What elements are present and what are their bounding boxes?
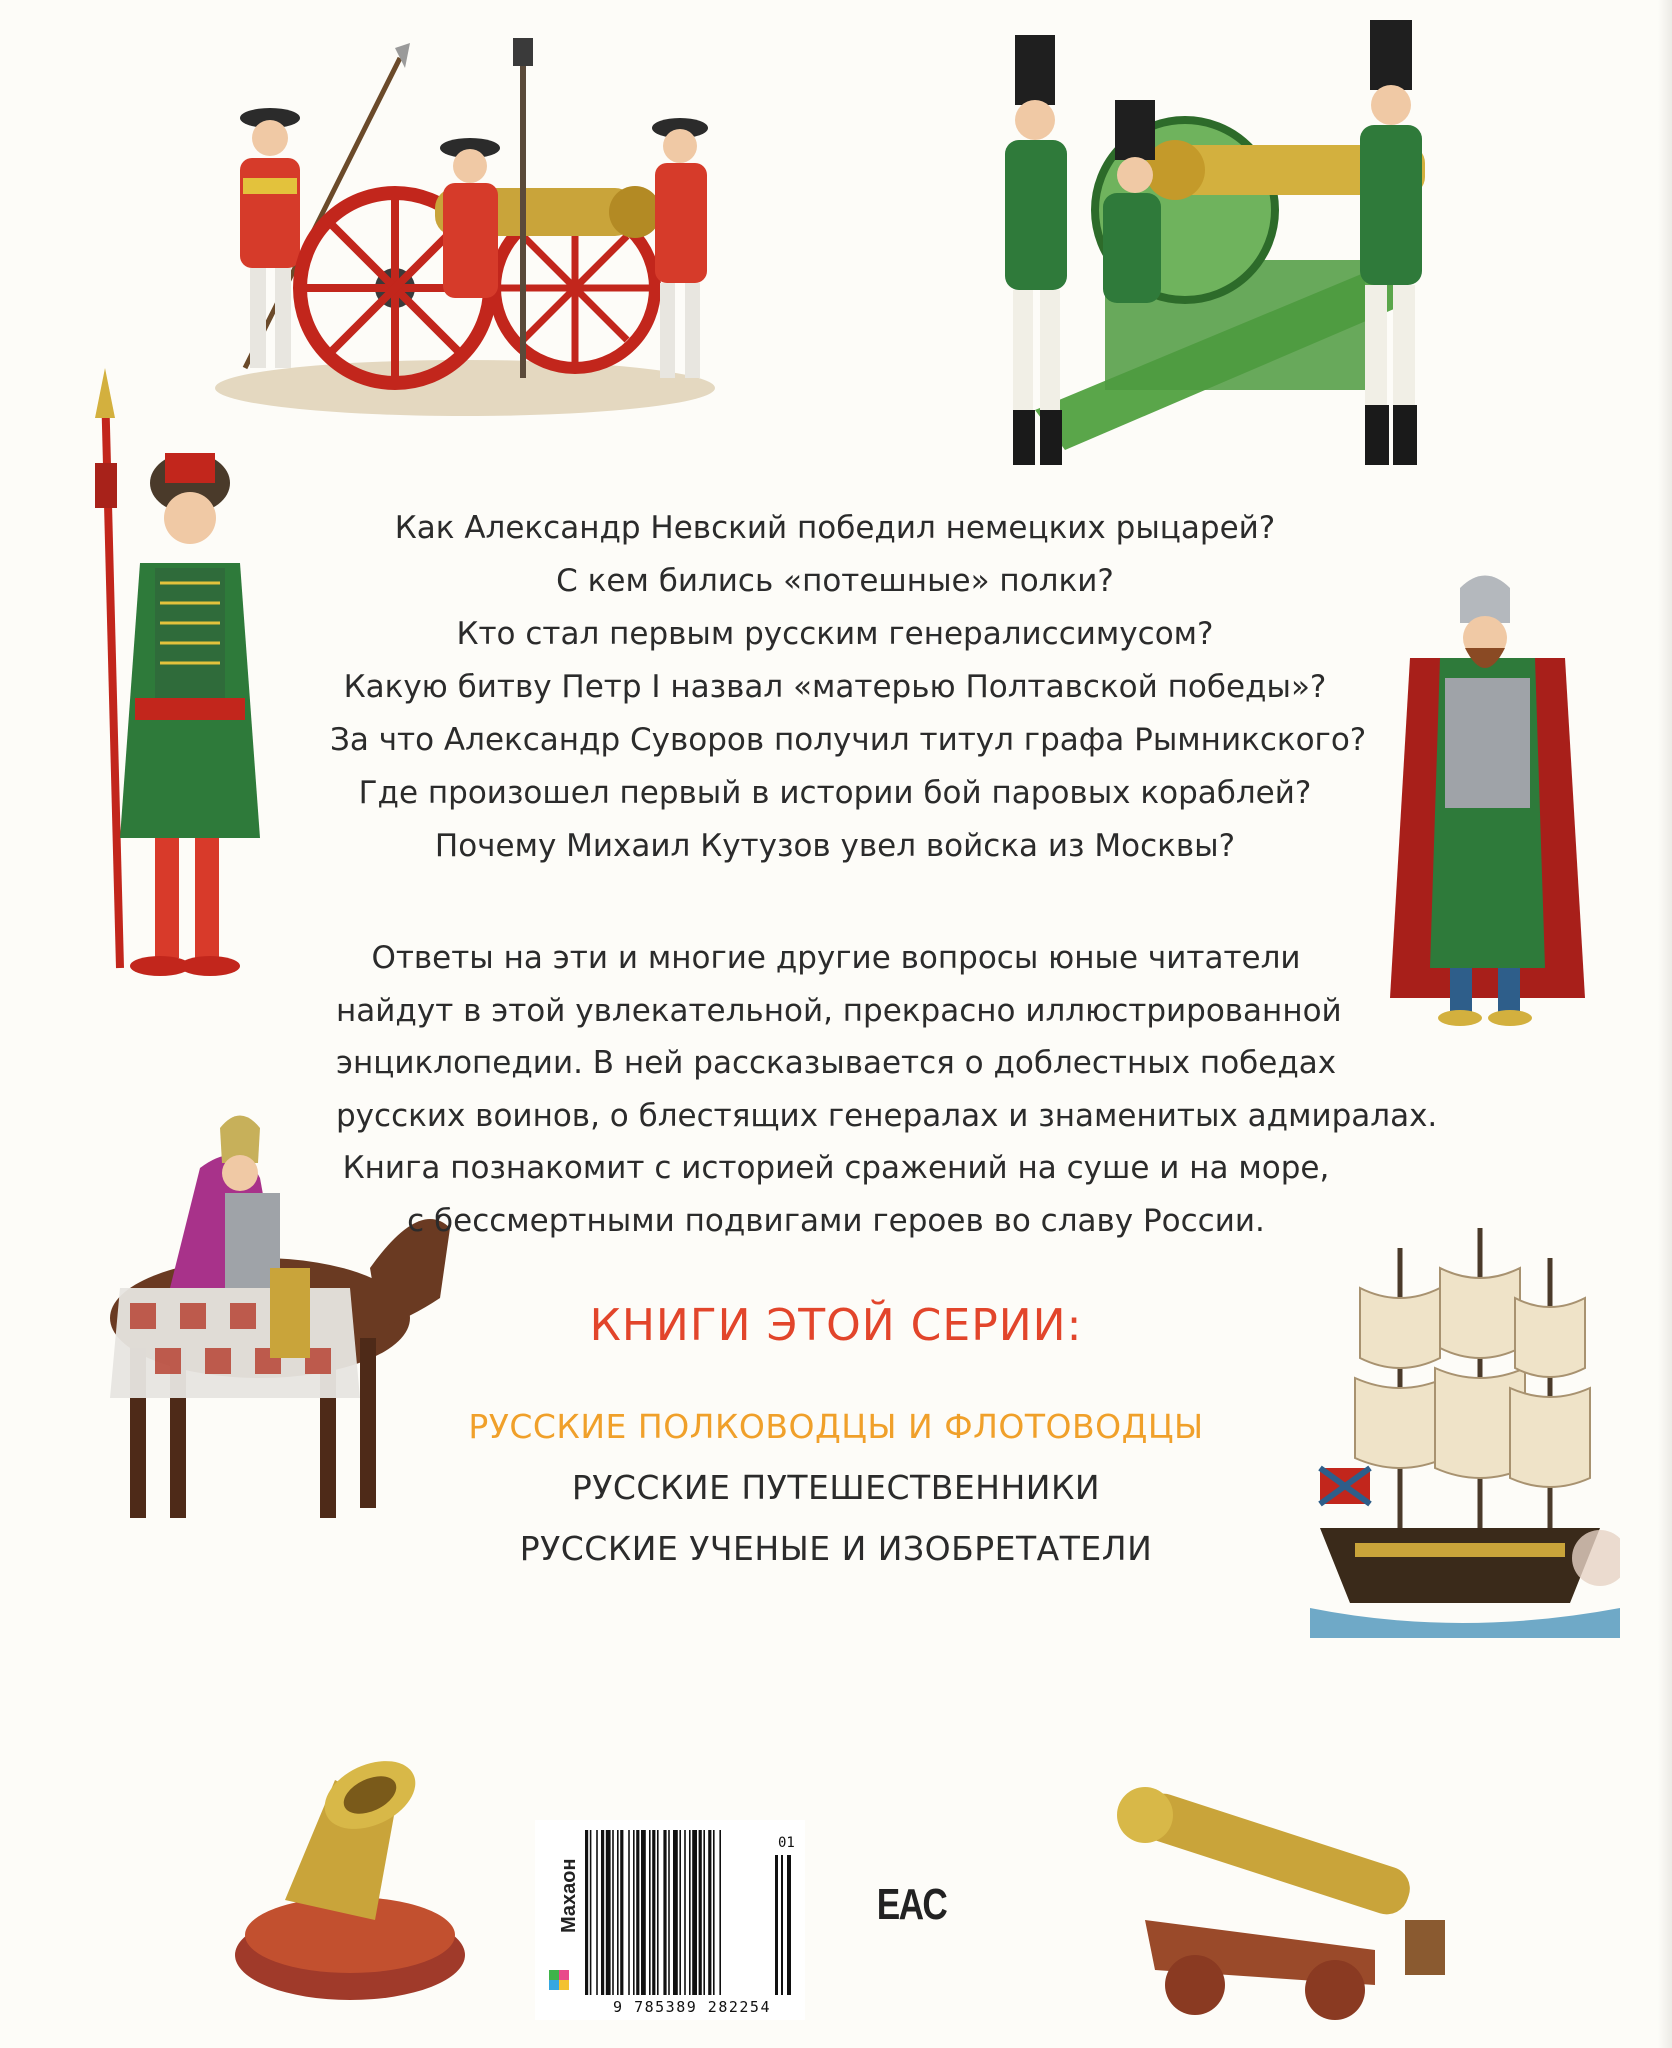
publisher-logo: Махаон <box>558 1858 580 1933</box>
series-heading: КНИГИ ЭТОЙ СЕРИИ: <box>589 1300 1083 1351</box>
description-line-3: энциклопедии. В ней рассказывается о доблестных победах <box>336 1045 1337 1081</box>
illustration-mortar <box>225 1720 475 2010</box>
cover-edge <box>1658 0 1672 2048</box>
illustration-artillery-crew <box>205 38 715 423</box>
description-line-2: найдут в этой увлекательной, прекрасно иллюстрированной <box>336 992 1342 1029</box>
question-1: Как Александр Невский победил немецких рыцарей? <box>394 510 1276 546</box>
illustration-streltsy-officer <box>60 368 290 988</box>
barcode-addon: 01 <box>778 1835 795 1851</box>
series-book-current: РУССКИЕ ПОЛКОВОДЦЫ И ФЛОТОВОДЦЫ <box>468 1407 1204 1446</box>
question-7: Почему Михаил Кутузов увел войска из Москвы? <box>434 828 1236 864</box>
question-6: Где произошел первый в истории бой паровых кораблей? <box>358 775 1312 811</box>
series-book-travelers: РУССКИЕ ПУТЕШЕСТВЕННИКИ <box>571 1468 1101 1507</box>
isbn-digits: 9 785389 282254 <box>613 1998 771 2016</box>
description-block <box>336 932 1438 1247</box>
illustration-boyar-warrior <box>1380 568 1595 1033</box>
illustration-green-gunners <box>975 10 1475 480</box>
question-3: Кто стал первым русским генералиссимусом? <box>456 616 1214 652</box>
question-4: Какую битву Петр I назвал «матерью Полтавской победы»? <box>343 669 1327 705</box>
illustration-cannon <box>1105 1770 1455 2020</box>
series-book-scientists: РУССКИЕ УЧЕНЫЕ И ИЗОБРЕТАТЕЛИ <box>519 1529 1153 1568</box>
description-line-5: Книга познакомит с историей сражений на суше и на море, <box>342 1150 1330 1186</box>
series-list <box>386 1396 1286 1579</box>
eac-mark: EAC <box>876 1880 947 1929</box>
description-line-1: Ответы на эти и многие другие вопросы юные читатели <box>371 940 1301 976</box>
description-line-4: русских воинов, о блестящих генералах и знаменитых адмиралах. <box>336 1097 1438 1134</box>
illustration-sailing-ship <box>1300 1228 1620 1638</box>
questions-block <box>330 502 1367 873</box>
question-5: За что Александр Суворов получил титул графа Рымникского? <box>330 722 1367 758</box>
description-line-6: с бессмертными подвигами героев во славу России. <box>407 1202 1265 1239</box>
question-2: С кем бились «потешные» полки? <box>556 563 1114 599</box>
